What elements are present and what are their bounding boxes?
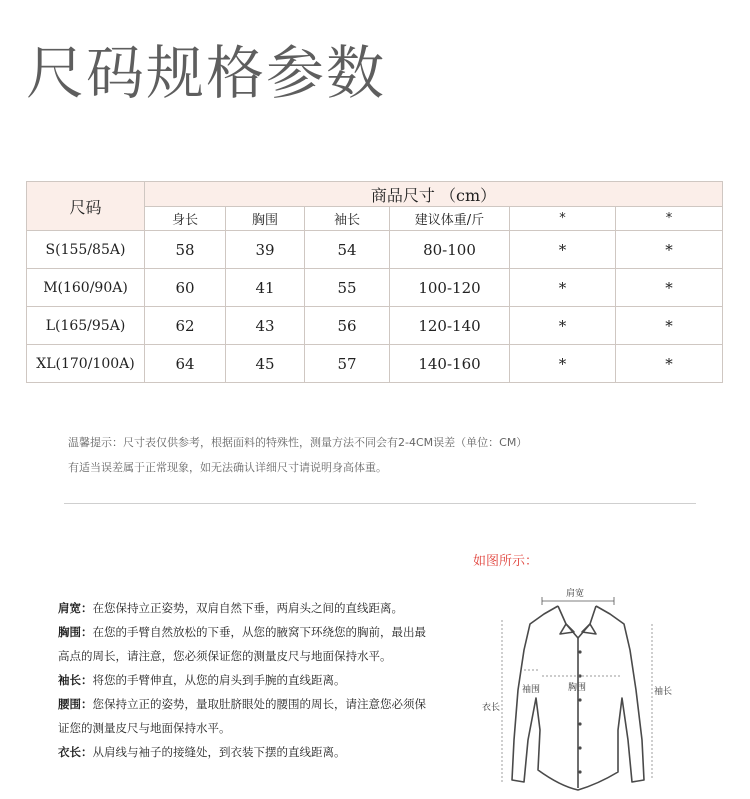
column-header: * (510, 207, 616, 231)
product-size-header: 商品尺寸 （cm） (145, 182, 723, 207)
size-label: XL(170/100A) (27, 345, 145, 383)
definition-length (58, 740, 453, 764)
definition-waist-cont (58, 716, 453, 740)
table-cell: 58 (145, 231, 226, 269)
definition-chest (58, 620, 453, 644)
table-cell: * (616, 345, 723, 383)
column-header: 胸围 (226, 207, 305, 231)
table-cell: 64 (145, 345, 226, 383)
table-cell: 62 (145, 307, 226, 345)
column-header: 建议体重/斤 (390, 207, 510, 231)
table-cell: * (510, 269, 616, 307)
table-cell: * (616, 269, 723, 307)
table-cell: 45 (226, 345, 305, 383)
definition-term: 胸围： (58, 625, 93, 639)
definition-text: 在您保持立正姿势，双肩自然下垂，两肩头之间的直线距离。 (92, 601, 403, 615)
table-cell: 100-120 (390, 269, 510, 307)
definition-text: 高点的周长，请注意，您必须保证您的测量皮尺与地面保持水平。 (58, 649, 392, 663)
definition-sleeve (58, 668, 453, 692)
definition-term: 腰围： (58, 697, 93, 711)
table-cell: 43 (226, 307, 305, 345)
column-header: 身长 (145, 207, 226, 231)
page-title: 尺码规格参数 (26, 39, 387, 107)
table-cell: * (616, 231, 723, 269)
sleeve-length-label: 袖长 (654, 687, 673, 697)
size-label: S(155/85A) (27, 231, 145, 269)
definition-waist (58, 692, 453, 716)
size-column-header: 尺码 (27, 182, 145, 231)
definition-term: 肩宽： (58, 601, 93, 615)
size-note: 温馨提示：尺寸表仅供参考，根据面料的特殊性，测量方法不同会有2-4CM误差（单位：CM） (68, 436, 528, 449)
size-table (26, 181, 723, 383)
chest-label: 胸围 (568, 683, 587, 693)
definition-text: 在您的手臂自然放松的下垂，从您的腋窝下环绕您的胸前，最出最 (92, 625, 426, 639)
table-cell: 120-140 (390, 307, 510, 345)
definition-term: 袖长： (58, 673, 93, 687)
body-length-label: 衣长 (482, 703, 501, 713)
table-row (27, 231, 723, 269)
shirt-measurement-diagram (470, 580, 680, 796)
table-cell: * (510, 345, 616, 383)
table-row (27, 307, 723, 345)
table-cell: 55 (305, 269, 390, 307)
table-cell: * (510, 307, 616, 345)
definition-text: 证您的测量皮尺与地面保持水平。 (58, 721, 231, 735)
table-cell: 54 (305, 231, 390, 269)
section-divider (64, 503, 696, 504)
definition-term: 衣长： (58, 745, 93, 759)
sleeve-girth-label: 袖围 (522, 685, 541, 695)
table-cell: 80-100 (390, 231, 510, 269)
definition-chest-cont (58, 644, 453, 668)
shoulder-label: 肩宽 (566, 589, 585, 599)
diagram-heading: 如图所示： (473, 554, 539, 569)
size-label: L(165/95A) (27, 307, 145, 345)
table-cell: 41 (226, 269, 305, 307)
size-label: M(160/90A) (27, 269, 145, 307)
definition-shoulder (58, 596, 453, 620)
table-row (27, 345, 723, 383)
table-cell: 60 (145, 269, 226, 307)
definition-text: 您保持立正的姿势，量取肚脐眼处的腰围的周长，请注意您必须保 (92, 697, 426, 711)
error-note: 有适当误差属于正常现象，如无法确认详细尺寸请说明身高体重。 (68, 461, 387, 474)
table-cell: 57 (305, 345, 390, 383)
table-cell: 140-160 (390, 345, 510, 383)
definition-text: 将您的手臂伸直，从您的肩头到手腕的直线距离。 (92, 673, 346, 687)
buttons (578, 650, 581, 773)
table-cell: 56 (305, 307, 390, 345)
shirt-icon (512, 606, 644, 790)
table-cell: 39 (226, 231, 305, 269)
definition-text: 从肩线与袖子的接缝处，到衣装下摆的直线距离。 (92, 745, 346, 759)
column-header: 袖长 (305, 207, 390, 231)
table-cell: * (616, 307, 723, 345)
table-cell: * (510, 231, 616, 269)
table-row (27, 269, 723, 307)
measurement-definitions (58, 596, 453, 764)
column-header: * (616, 207, 723, 231)
